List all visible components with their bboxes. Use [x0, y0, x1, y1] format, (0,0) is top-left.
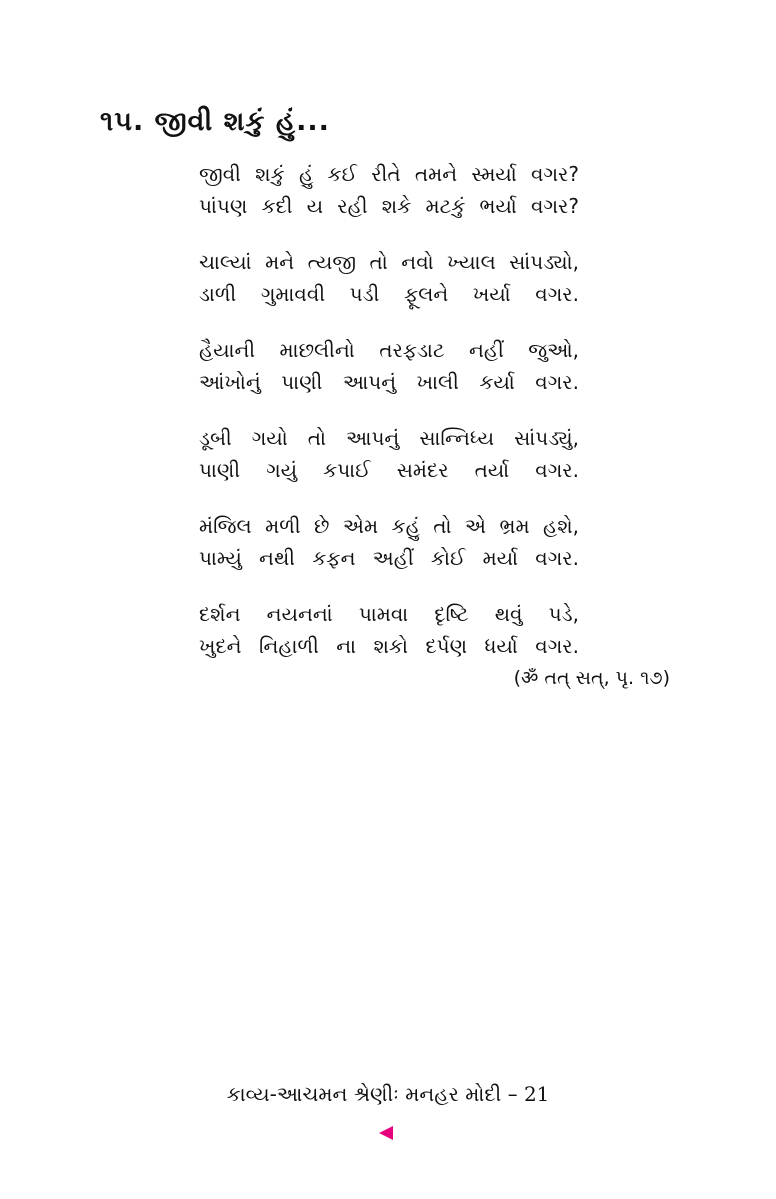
poem-line: મંજિલ મળી છે એમ કહું તો એ ભ્રમ હશે,	[199, 514, 579, 538]
page-number: 21	[523, 1082, 550, 1106]
stanza	[199, 246, 579, 310]
poem-line: જીવી શકું હું કઈ રીતે તમને સ્મર્યા વગર?	[199, 162, 579, 186]
poem-line: ડાળી ગુમાવવી પડી ફૂલને ખર્યા વગર.	[199, 282, 579, 306]
poem-line: ડૂબી ગયો તો આપનું સાન્નિધ્ય સાંપડ્યું,	[199, 426, 579, 450]
source-citation: (ॐ તત્ સત્, પૃ. ૧૭)	[513, 667, 670, 689]
poem-line: પાંપણ કદી ય રહી શકે મટકું ભર્યા વગર?	[199, 194, 579, 218]
poem-body	[199, 158, 579, 686]
left-arrow-icon[interactable]	[379, 1126, 393, 1140]
footer-separator: –	[507, 1082, 518, 1106]
poem-line: પામ્યું નથી કફન અહીં કોઈ મર્યા વગર.	[199, 546, 579, 570]
poem-line: ખુદને નિહાળી ના શકો દર્પણ ધર્યા વગર.	[199, 634, 579, 658]
poem-line: દર્શન નયનનાં પામવા દૃષ્ટિ થવું પડે,	[199, 602, 579, 626]
poem-line: ચાલ્યાં મને ત્યજી તો નવો ખ્યાલ સાંપડ્યો,	[199, 250, 579, 274]
poem-line: હૈયાની માછલીનો તરફડાટ નહીં જુઓ,	[199, 338, 579, 362]
stanza	[199, 158, 579, 222]
series-title: કાવ્ય-આચમન શ્રેણીઃ મનહર મોદી	[226, 1082, 502, 1106]
stanza	[199, 598, 579, 662]
stanza	[199, 422, 579, 486]
poem-line: પાણી ગયું કપાઈ સમંદર તર્યા વગર.	[199, 458, 579, 482]
stanza	[199, 510, 579, 574]
poem-title: ૧૫. જીવી શકું હું...	[100, 106, 330, 137]
page-footer	[0, 1082, 776, 1106]
stanza	[199, 334, 579, 398]
poem-line: આંખોનું પાણી આપનું ખાલી કર્યા વગર.	[199, 370, 579, 394]
